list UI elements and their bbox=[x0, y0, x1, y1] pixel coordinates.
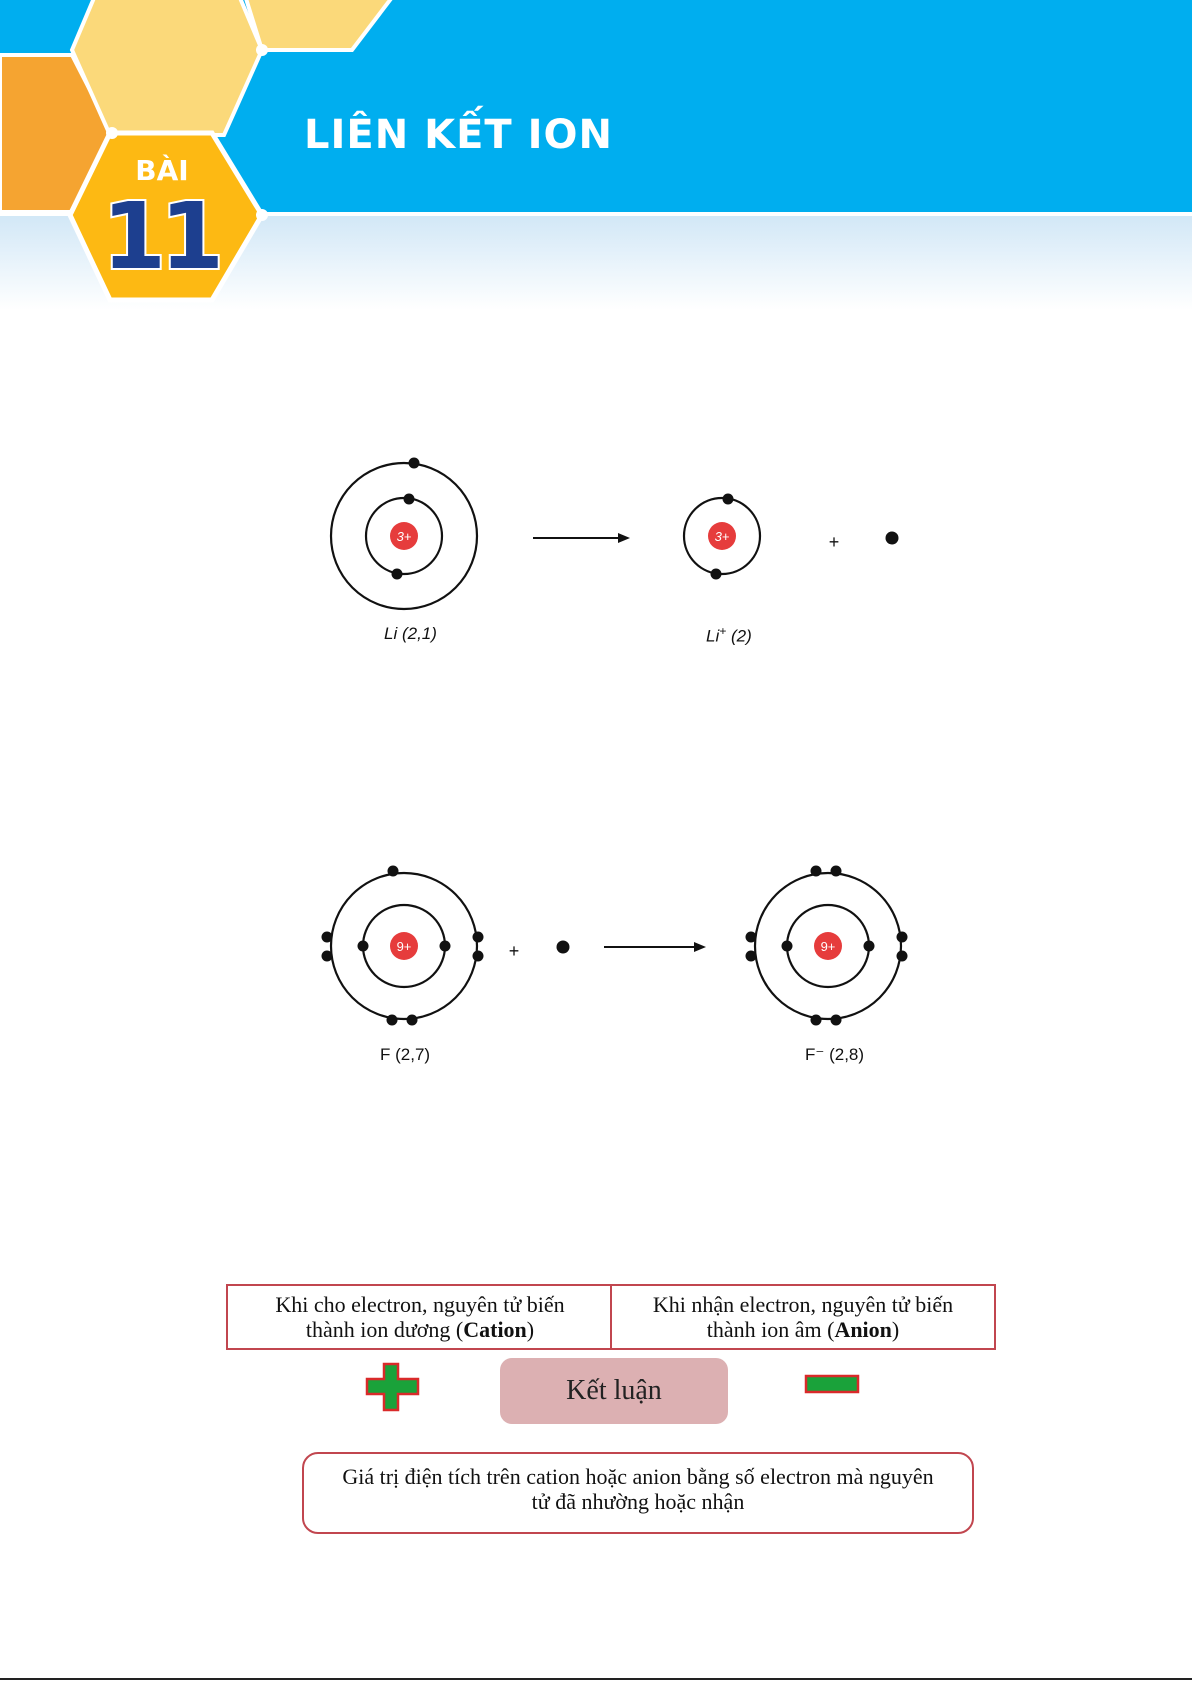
minus-icon bbox=[804, 1374, 862, 1396]
electron bbox=[473, 932, 484, 943]
anion-box: Khi nhận electron, nguyên tử biến thành ion âm (Anion) bbox=[610, 1284, 996, 1350]
plus-sign: + bbox=[828, 532, 840, 552]
conclusion-label: Kết luận bbox=[500, 1358, 728, 1424]
plus-sign: + bbox=[508, 941, 520, 961]
li-nucleus-charge: 3+ bbox=[396, 529, 412, 544]
f-atom-label: F (2,7) bbox=[380, 1045, 431, 1064]
li-atom-label: Li (2,1) bbox=[384, 624, 437, 643]
electron bbox=[897, 951, 908, 962]
lesson-number: 11 bbox=[101, 183, 219, 290]
conclusion-box: Giá trị điện tích trên cation hoặc anion bằng số electron mà nguyên tử đã nhường hoặc nhận bbox=[302, 1452, 974, 1534]
electron bbox=[811, 866, 822, 877]
electron bbox=[473, 951, 484, 962]
electron bbox=[811, 1015, 822, 1026]
electron bbox=[746, 932, 757, 943]
lesson-word: BÀI bbox=[135, 154, 189, 187]
footer-rule bbox=[0, 1678, 1192, 1680]
electron bbox=[831, 1015, 842, 1026]
electron bbox=[407, 1015, 418, 1026]
electron bbox=[782, 941, 793, 952]
electron bbox=[322, 932, 333, 943]
plus-icon bbox=[364, 1362, 424, 1414]
f-nucleus-charge: 9+ bbox=[396, 939, 412, 954]
electron bbox=[440, 941, 451, 952]
li-ion-nucleus-charge: 3+ bbox=[714, 529, 730, 544]
f-ion-nucleus-charge: 9+ bbox=[820, 939, 836, 954]
electron bbox=[358, 941, 369, 952]
electron bbox=[864, 941, 875, 952]
electron bbox=[387, 1015, 398, 1026]
free-electron bbox=[557, 941, 570, 954]
electron bbox=[831, 866, 842, 877]
cation-box: Khi cho electron, nguyên tử biến thành ion dương (Cation) bbox=[226, 1284, 612, 1350]
electron bbox=[746, 951, 757, 962]
lesson-title: LIÊN KẾT ION bbox=[304, 112, 613, 158]
li-ion-label: Li+ (2) bbox=[706, 624, 752, 646]
f-ion-label: F⁻ (2,8) bbox=[805, 1045, 865, 1064]
electron bbox=[388, 866, 399, 877]
electron bbox=[322, 951, 333, 962]
arrow-head bbox=[694, 942, 706, 952]
electron bbox=[897, 932, 908, 943]
